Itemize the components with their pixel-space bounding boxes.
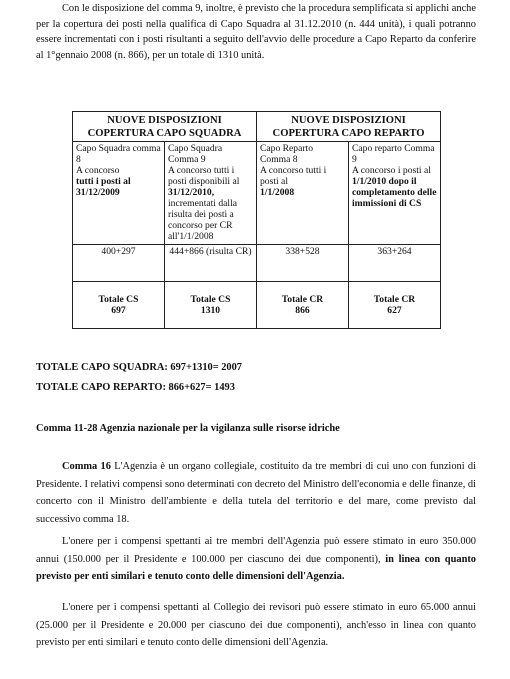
cell-total: [73, 282, 165, 329]
intro-paragraph: Con le disposizione del comma 9, inoltre, è previsto che la procedura semplificata si applichi anche per la copertura dei posti nella qualifica di Capo Squadra al 31.12.2010 (n. 444 unità), i quali potranno essere incrementati con i posti risultanti a seguito dell'avvio delle procedure a Capo Reparto da conferire al 1°gennaio 2008 (n. 866), per un totale di 1310 unità.: [36, 3, 476, 61]
total-label: Totale CR: [281, 294, 324, 305]
cell-total: [349, 282, 441, 329]
cell-total: [165, 282, 257, 329]
cell-cs-comma9: [165, 142, 257, 245]
cell-sum: 338+528: [257, 245, 349, 282]
cell-desc: A concorso i posti al: [352, 165, 431, 176]
cell-cr-comma9: [349, 142, 441, 245]
paragraph-agenzia: [36, 458, 476, 528]
cell-title: Capo Reparto Comma 8: [260, 143, 314, 165]
total-value: 1310: [200, 305, 221, 316]
cell-desc-bold: 31/12/2010,: [168, 187, 215, 198]
total-value: 627: [387, 305, 402, 316]
total-value: 866: [295, 305, 310, 316]
cell-title: Capo Squadra Comma 9: [168, 143, 223, 165]
comma-lead: Comma 16: [62, 461, 111, 472]
table-row-totals: [73, 282, 441, 329]
total-capo-squadra: TOTALE CAPO SQUADRA: 697+1310= 2007: [36, 362, 243, 373]
cell-title: Capo reparto Comma 9: [352, 143, 435, 165]
cell-sum: 363+264: [349, 245, 441, 282]
total-label: Totale CR: [373, 294, 416, 305]
cell-desc-bold: tutti i posti al 31/12/2009: [76, 176, 131, 198]
coverage-table: [72, 111, 441, 329]
table-row-sums: [73, 245, 441, 282]
cell-desc: A concorso tutti i posti al: [260, 165, 327, 187]
table-header-row: [73, 112, 441, 142]
cell-cs-comma8: [73, 142, 165, 245]
cell-desc: A concorso: [76, 165, 120, 176]
cell-desc-bold: 1/1/2008: [260, 187, 295, 198]
cell-sum: 400+297: [73, 245, 165, 282]
paragraph-collegio: L'onere per i compensi spettanti al Collegio dei revisori può essere stimato in euro 65.000 annui (25.000 per il Presidente e 20.000 per ciascuno dei due componenti), anch'esso in linea con quanto previsto per enti similari e tenuto conto delle dimensioni dell'Agenzia.: [36, 602, 476, 648]
table-row-description: [73, 142, 441, 245]
cell-cr-comma8: [257, 142, 349, 245]
total-value: 697: [111, 305, 126, 316]
cell-total: [257, 282, 349, 329]
header-capo-squadra: NUOVE DISPOSIZIONI COPERTURA CAPO SQUADRA: [73, 112, 257, 142]
paragraph-text: L'onere per i compensi spettanti ai tre membri dell'Agenzia può essere stimato in euro 350.000 annui (150.000 per il Presidente e 100.000 per ciascuno dei due componenti),: [36, 536, 476, 565]
cell-desc: A concorso tutti i posti disponibili al: [168, 165, 240, 187]
paragraph-text: L'Agenzia è un organo collegiale, costituito da tre membri di cui uno con funzioni di Presidente. I relativi compensi sono determinati con decreto del Ministro dell'economia e delle finanze, di concerto con il Ministro dell'ambiente e della tutela del territorio e del mare, come previsto dal successivo comma 18.: [36, 461, 476, 525]
paragraph-onere: [36, 533, 476, 586]
total-label: Totale CS: [190, 294, 231, 305]
cell-title: Capo Squadra comma 8: [76, 143, 161, 165]
cell-desc-bold: 1/1/2010 dopo il completamento delle immissioni di CS: [352, 176, 437, 209]
cell-desc-tail: incrementati dalla risulta dei posti a concorso per CR all'1/1/2008: [168, 198, 237, 242]
total-capo-reparto: TOTALE CAPO REPARTO: 866+627= 1493: [36, 382, 235, 393]
paragraph-bold-text: in linea con quanto previsto per enti similari e tenuto conto delle dimensioni dell'Agenzia.: [36, 553, 476, 582]
cell-sum: 444+866 (risulta CR): [165, 245, 257, 282]
header-capo-reparto: NUOVE DISPOSIZIONI COPERTURA CAPO REPARTO: [257, 112, 441, 142]
section-heading: Comma 11-28 Agenzia nazionale per la vigilanza sulle risorse idriche: [36, 423, 340, 434]
total-label: Totale CS: [98, 294, 139, 305]
